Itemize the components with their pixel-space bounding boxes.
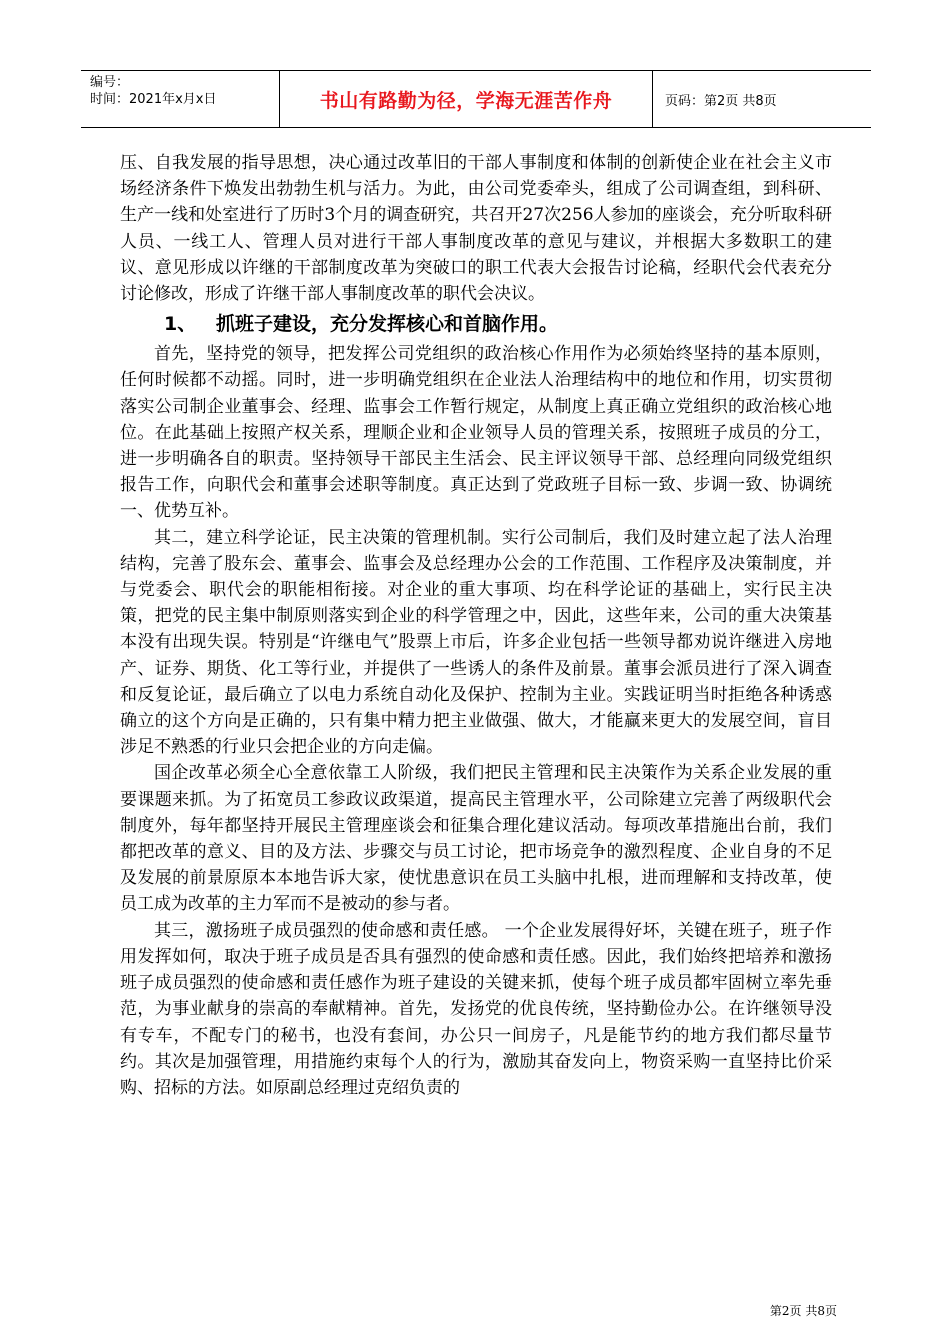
body-paragraph-5: 其三，激扬班子成员强烈的使命感和责任感。 一个企业发展得好坏，关键在班子，班子作用发挥如何，取决于班子成员是否具有强烈的使命感和责任感。因此，我们始终把培养和激扬班子成员强烈的使命感和责任感作为班子建设的关键来抓，使每个班子成员都牢固树立率先垂范，为事业献身的崇高的奉献精神。首先，发扬党的优良传统，坚持勤俭办公。在许继领导没有专车，不配专门的秘书，也没有套间，办公只一间房子，凡是能节约的地方我们都尽量节约。其次是加强管理，用措施约束每个人的行为，激励其奋发向上，物资采购一直坚持比价采购、招标的方法。如原副总经理过克绍负责的 xyxy=(120,920,832,1098)
section-heading-number: 1、 xyxy=(164,313,197,336)
document-body xyxy=(120,150,832,1101)
document-time-label: 时间：2021年x月x日 xyxy=(90,92,217,107)
page-footer: 第2页 共8页 xyxy=(769,1304,837,1318)
section-heading xyxy=(164,309,832,339)
body-paragraph-2: 首先，坚持党的领导，把发挥公司党组织的政治核心作用作为必须始终坚持的基本原则，任何时候都不动摇。同时，进一步明确党组织在企业法人治理结构中的地位和作用，切实贯彻落实公司制企业董事会、经理、监事会工作暂行规定，从制度上真正确立党组织的政治核心地位。在此基础上按照产权关系，理顺企业和企业领导人员的管理关系，按照班子成员的分工，进一步明确各自的职责。坚持领导干部民主生活会、民主评议领导干部、总经理向同级党组织报告工作，向职代会和董事会述职等制度。真正达到了党政班子目标一致、步调一致、协调统一、优势互补。 xyxy=(120,344,832,522)
header-page-number: 页码：第2页 共8页 xyxy=(665,93,777,109)
header-motto: 书山有路勤为径，学海无涯苦作舟 xyxy=(280,71,653,127)
page-header xyxy=(81,70,871,128)
body-paragraph-1: 压、自我发展的指导思想，决心通过改革旧的干部人事制度和体制的创新使企业在社会主义市场经济条件下焕发出勃勃生机与活力。为此，由公司党委牵头，组成了公司调查组，到科研、生产一线和处室进行了历时3个月的调查研究，共召开27次256人参加的座谈会，充分听取科研人员、一线工人、管理人员对进行干部人事制度改革的意见与建议，并根据大多数职工的建议、意见形成以许继的干部制度改革为突破口的职工代表大会报告讨论稿，经职代会代表充分讨论修改，形成了许继干部人事制度改革的职代会决议。 xyxy=(120,153,832,305)
body-paragraph-4: 国企改革必须全心全意依靠工人阶级，我们把民主管理和民主决策作为关系企业发展的重要课题来抓。为了拓宽员工参政议政渠道，提高民主管理水平，公司除建立完善了两级职代会制度外，每年都坚持开展民主管理座谈会和征集合理化建议活动。每项改革措施出台前，我们都把改革的意义、目的及方法、步骤交与员工讨论，把市场竞争的激烈程度、企业自身的不足及发展的前景原原本本地告诉大家，使忧患意识在员工头脑中扎根，进而理解和支持改革，使员工成为改革的主力军而不是被动的参与者。 xyxy=(120,763,832,915)
header-info-cell xyxy=(81,71,280,127)
document-number-label: 编号： xyxy=(90,75,130,90)
body-paragraph-3: 其二，建立科学论证，民主决策的管理机制。实行公司制后，我们及时建立起了法人治理结构，完善了股东会、董事会、监事会及总经理办公会的工作范围、工作程序及决策制度，并与党委会、职代会的职能相衔接。对企业的重大事项、均在科学论证的基础上，实行民主决策，把党的民主集中制原则落实到企业的科学管理之中，因此，这些年来，公司的重大决策基本没有出现失误。特别是“许继电气”股票上市后，许多企业包括一些领导都劝说许继进入房地产、证券、期货、化工等行业，并提供了一些诱人的条件及前景。董事会派员进行了深入调查和反复论证，最后确立了以电力系统自动化及保护、控制为主业。实践证明当时拒绝各种诱惑确立的这个方向是正确的，只有集中精力把主业做强、做大，才能赢来更大的发展空间，盲目涉足不熟悉的行业只会把企业的方向走偏。 xyxy=(120,527,832,758)
section-heading-text: 抓班子建设，充分发挥核心和首脑作用。 xyxy=(216,313,559,336)
